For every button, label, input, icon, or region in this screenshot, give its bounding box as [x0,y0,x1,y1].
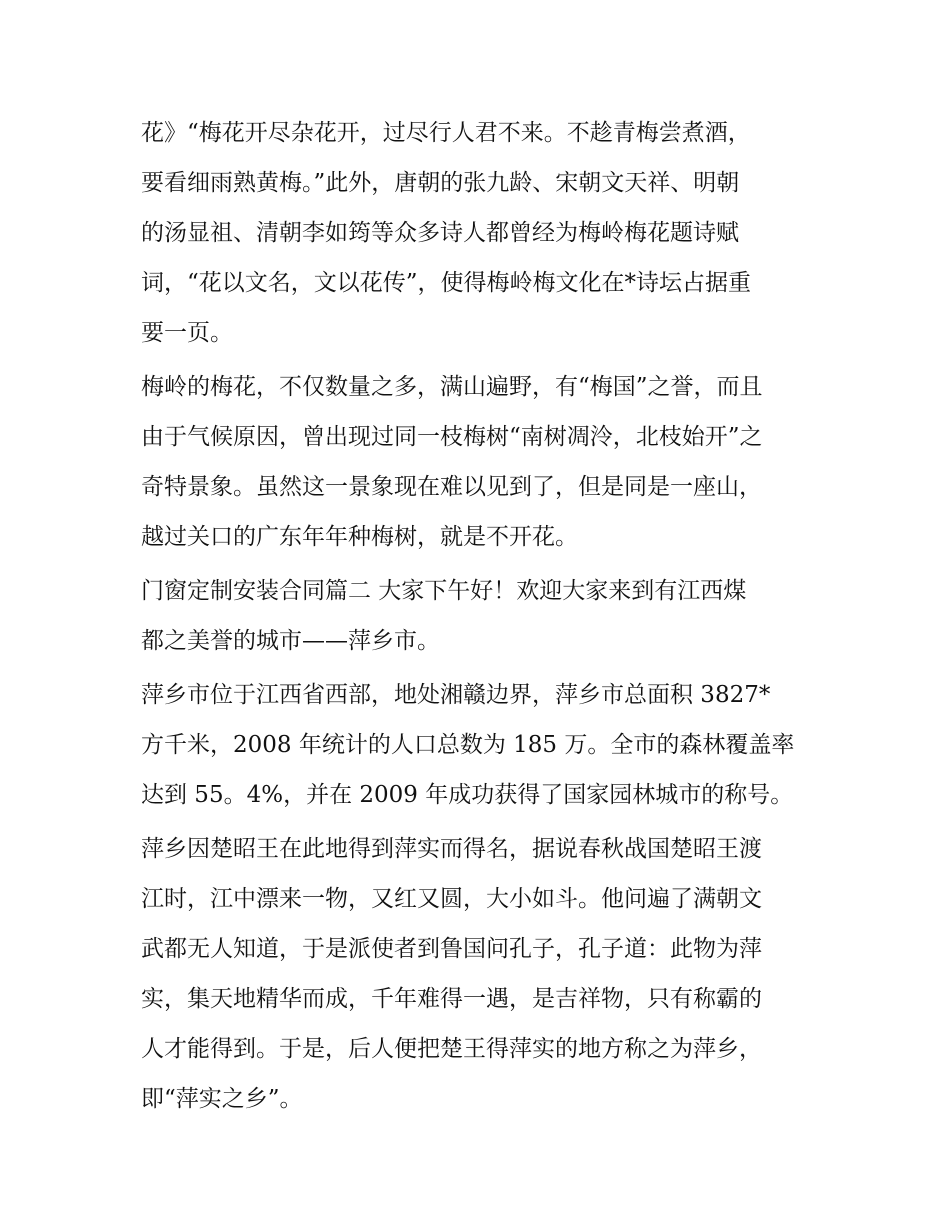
paragraph-meiling-plum [141,362,821,562]
text-line: 越过关口的广东年年种梅树，就是不开花。 [141,524,578,550]
text-line: 萍乡因楚昭王在此地得到萍实而得名，据说春秋战国楚昭王渡 [141,836,762,862]
text-line: 武都无人知道，于是派使者到鲁国问孔子，孔子道：此物为萍 [141,936,762,962]
text-line: 梅岭的梅花，不仅数量之多，满山遍野，有“梅国”之誉，而且 [141,374,763,400]
text-line: 由于气候原因，曾出现过同一枝梅树“南树凋泠，北枝始开”之 [141,424,763,450]
paragraph-pingxiang-facts [141,670,821,820]
text-line: 江时，江中漂来一物，又红又圆，大小如斗。他问遍了满朝文 [141,886,762,912]
text-line: 词，“花以文名，文以花传”，使得梅岭梅文化在*诗坛占据重 [141,270,752,296]
text-line: 实，集天地精华而成，千年难得一遇，是吉祥物，只有称霸的 [141,986,762,1012]
text-line: 即“萍实之乡”。 [141,1086,303,1112]
text-line: 都之美誉的城市——萍乡市。 [141,628,440,654]
text-line: 萍乡市位于江西省西部，地处湘赣边界，萍乡市总面积 3827* [141,682,771,708]
text-line: 奇特景象。虽然这一景象现在难以见到了，但是同是一座山， [141,474,762,500]
paragraph-plum-poetry [141,108,821,358]
paragraph-section-two-intro [141,566,821,666]
document-body [141,108,821,1124]
text-line: 达到 55。4%，并在 2009 年成功获得了国家园林城市的称号。 [141,782,794,808]
text-line: 人才能得到。于是，后人便把楚王得萍实的地方称之为萍乡， [141,1036,762,1062]
paragraph-pingxiang-legend [141,824,821,1124]
text-line: 的汤显祖、清朝李如筠等众多诗人都曾经为梅岭梅花题诗赋 [141,220,739,246]
text-line: 花》“梅花开尽杂花开，过尽行人君不来。不趁青梅尝煮酒， [141,120,751,146]
text-line: 要看细雨熟黄梅。”此外，唐朝的张九龄、宋朝文天祥、明朝 [141,170,740,196]
text-line: 方千米，2008 年统计的人口总数为 185 万。全市的森林覆盖率 [141,732,795,758]
text-line: 门窗定制安装合同篇二 大家下午好！欢迎大家来到有江西煤 [141,578,747,604]
text-line: 要一页。 [141,320,233,346]
